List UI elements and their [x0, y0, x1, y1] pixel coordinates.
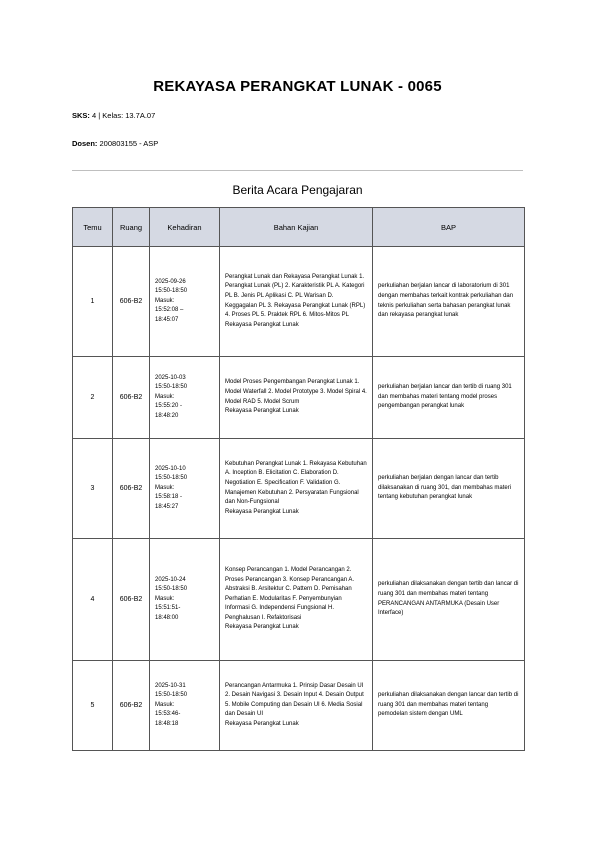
- kehadiran-cell: 2025-10-31 15:50-18:50 Masuk: 15:53:46- 18:48:18: [150, 661, 220, 751]
- header-bap: BAP: [373, 208, 525, 247]
- table-row: [73, 439, 525, 539]
- divider: [72, 170, 523, 171]
- temu-cell: 2: [73, 357, 113, 439]
- table-header-row: [73, 208, 525, 247]
- bap-cell: perkuliahan dilaksanakan dengan lancar dan tertib di ruang 301 dan membahas materi tentang pemodelan sistem dengan UML: [373, 661, 525, 751]
- dosen-value: 200803155 - ASP: [99, 139, 159, 148]
- table-row: [73, 539, 525, 661]
- table-row: [73, 247, 525, 357]
- bahan-kajian-cell: Konsep Perancangan 1. Model Perancangan 2. Proses Perancangan 3. Konsep Perancangan A. Abstraksi B. Arsitektur C. Pattern D. Pemisahan Perhatian E. Modularitas F. Penyembunyian Informasi G. Independensi Fungsional H. Penghalusan I. Refaktorisasi Rekayasa Perangkat Lunak: [220, 539, 373, 661]
- sks-value: 4 | Kelas: 13.7A.07: [92, 111, 156, 120]
- header-kehadiran: Kehadiran: [150, 208, 220, 247]
- sks-kelas-line: [72, 111, 155, 120]
- bap-cell: perkuliahan berjalan lancar dan tertib di ruang 301 dan membahas materi tentang model proses pengembangan perangkat lunak: [373, 357, 525, 439]
- kehadiran-cell: 2025-10-24 15:50-18:50 Masuk: 15:51:51- 18:48:00: [150, 539, 220, 661]
- temu-cell: 4: [73, 539, 113, 661]
- temu-cell: 1: [73, 247, 113, 357]
- ruang-cell: 606-B2: [113, 539, 150, 661]
- bahan-kajian-cell: Perancangan Antarmuka 1. Prinsip Dasar Desain UI 2. Desain Navigasi 3. Desain Input 4. Desain Output 5. Mobile Computing dan Desain UI 6. Media Sosial dan Desain UI Rekayasa Perangkat Lunak: [220, 661, 373, 751]
- bap-cell: perkuliahan dilaksanakan dengan tertib dan lancar di ruang 301 dan membahas materi tentang PERANCANGAN ANTARMUKA (Desain User Interface): [373, 539, 525, 661]
- header-bahan-kajian: Bahan Kajian: [220, 208, 373, 247]
- bap-table: [72, 207, 525, 751]
- bahan-kajian-cell: Model Proses Pengembangan Perangkat Lunak 1. Model Waterfall 2. Model Prototype 3. Model Spiral 4. Model RAD 5. Model Scrum Rekayasa Perangkat Lunak: [220, 357, 373, 439]
- ruang-cell: 606-B2: [113, 439, 150, 539]
- dosen-label: Dosen:: [72, 139, 98, 148]
- bahan-kajian-cell: Perangkat Lunak dan Rekayasa Perangkat Lunak 1. Perangkat Lunak (PL) 2. Karakteristik PL A. Kategori PL B. Jenis PL Aplikasi C. PL Warisan D. Keggagalan PL 3. Rekayasa Perangkat Lunak (RPL) 4. Proses PL 5. Praktek RPL 6. Mitos-Mitos PL Rekayasa Perangkat Lunak: [220, 247, 373, 357]
- dosen-line: [72, 139, 158, 148]
- header-temu: Temu: [73, 208, 113, 247]
- table-row: [73, 357, 525, 439]
- bap-cell: perkuliahan berjalan dengan lancar dan tertib dilaksanakan di ruang 301, dan membahas materi tentang kebutuhan perangkat lunak: [373, 439, 525, 539]
- bahan-kajian-cell: Kebutuhan Perangkat Lunak 1. Rekayasa Kebutuhan A. Inception B. Elicitation C. Elaboration D. Negotiation E. Specification F. Validation G. Manajemen Kebutuhan 2. Persyaratan Fungsional dan Non-Fungsional Rekayasa Perangkat Lunak: [220, 439, 373, 539]
- bap-cell: perkuliahan berjalan lancar di laboratorium di 301 dengan membahas terkait kontrak perkuliahan dan teknis perkuliahan serta bahasan perangkat lunak dan rekayasa perangkat lunak: [373, 247, 525, 357]
- section-title: Berita Acara Pengajaran: [232, 183, 363, 197]
- ruang-cell: 606-B2: [113, 247, 150, 357]
- table-row: [73, 661, 525, 751]
- ruang-cell: 606-B2: [113, 357, 150, 439]
- sks-label: SKS:: [72, 111, 90, 120]
- header-ruang: Ruang: [113, 208, 150, 247]
- kehadiran-cell: 2025-09-26 15:50-18:50 Masuk: 15:52:08 – 18:45:07: [150, 247, 220, 357]
- kehadiran-cell: 2025-10-10 15:50-18:50 Masuk: 15:58:18 - 18:45:27: [150, 439, 220, 539]
- kehadiran-cell: 2025-10-03 15:50-18:50 Masuk: 15:55:20 - 18:48:20: [150, 357, 220, 439]
- temu-cell: 5: [73, 661, 113, 751]
- document-title: REKAYASA PERANGKAT LUNAK - 0065: [153, 78, 442, 95]
- ruang-cell: 606-B2: [113, 661, 150, 751]
- temu-cell: 3: [73, 439, 113, 539]
